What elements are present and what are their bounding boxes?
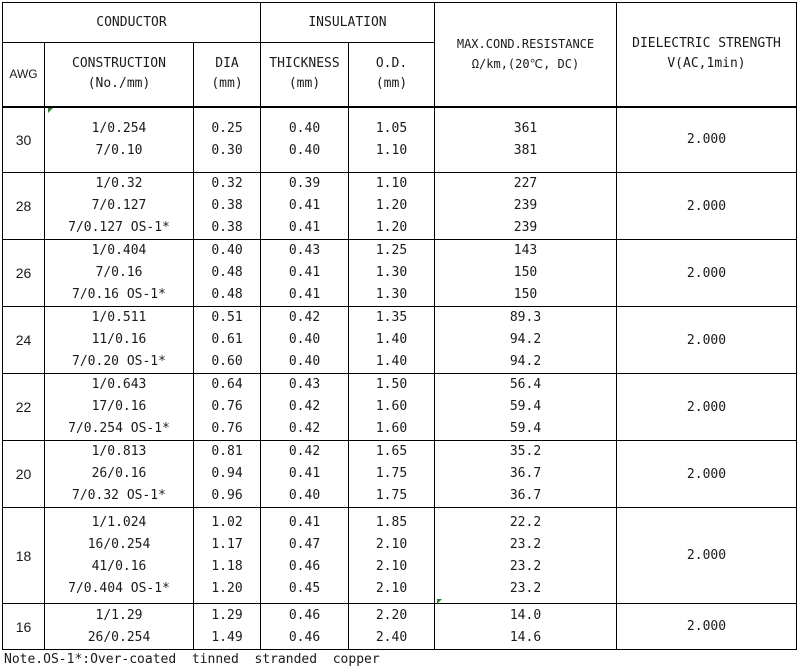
thickness-value: 0.45	[288, 580, 321, 596]
thickness-cell	[261, 307, 349, 374]
resistance-value: 361	[513, 120, 538, 136]
awg-cell: 20	[3, 441, 45, 508]
dia-value: 0.38	[211, 198, 243, 213]
dia-cell	[194, 240, 261, 307]
resistance-value: 381	[513, 142, 538, 158]
od-value: 1.60	[375, 399, 408, 414]
resistance-value: 35.2	[509, 444, 542, 459]
od-value: 1.75	[375, 488, 408, 503]
thickness-value: 0.41	[288, 220, 321, 235]
construction-cell	[45, 374, 194, 441]
header-dielectric-line1: DIELECTRIC STRENGTH	[632, 36, 781, 52]
dia-value: 0.94	[211, 466, 243, 481]
construction-cell	[45, 508, 194, 604]
dia-value: 0.76	[211, 399, 243, 414]
od-value: 1.75	[375, 466, 408, 481]
dia-value: 0.64	[211, 377, 243, 392]
thickness-value: 0.41	[288, 287, 321, 302]
dia-cell	[194, 441, 261, 508]
header-od-line1: O.D.	[375, 56, 408, 72]
od-cell	[349, 508, 435, 604]
resistance-cell	[435, 508, 617, 604]
od-cell	[349, 374, 435, 441]
header-thickness-line2: (mm)	[288, 76, 321, 92]
construction-value: 7/0.127	[91, 198, 147, 213]
thickness-value: 0.46	[288, 629, 321, 645]
construction-value: 1/0.511	[91, 310, 147, 325]
construction-value: 11/0.16	[91, 332, 147, 347]
dielectric-cell: 2.000	[617, 107, 797, 173]
resistance-value: 94.2	[509, 354, 542, 369]
construction-value: 1/0.254	[91, 120, 147, 136]
thickness-cell	[261, 604, 349, 650]
dia-value: 0.25	[211, 120, 243, 136]
header-dia	[194, 43, 261, 107]
construction-cell	[45, 107, 194, 173]
od-value: 1.40	[375, 354, 408, 369]
table-row	[3, 374, 797, 441]
od-cell	[349, 441, 435, 508]
cell-marker-icon	[48, 108, 53, 113]
od-value: 2.40	[375, 629, 408, 645]
awg-cell: 28	[3, 173, 45, 240]
construction-value: 7/0.127 OS-1*	[68, 220, 170, 235]
thickness-cell	[261, 107, 349, 173]
thickness-value: 0.40	[288, 354, 321, 369]
construction-cell	[45, 441, 194, 508]
dia-value: 0.51	[211, 310, 243, 325]
od-value: 1.05	[375, 120, 408, 136]
construction-value: 7/0.16	[95, 265, 143, 280]
od-value: 1.10	[375, 142, 408, 158]
dia-value: 1.49	[211, 629, 243, 645]
resistance-cell	[435, 441, 617, 508]
construction-value: 1/1.024	[91, 514, 147, 530]
construction-value: 26/0.16	[91, 466, 147, 481]
construction-cell	[45, 307, 194, 374]
thickness-value: 0.42	[288, 399, 321, 414]
thickness-value: 0.42	[288, 310, 321, 325]
od-value: 2.20	[375, 607, 408, 623]
construction-cell	[45, 240, 194, 307]
od-cell	[349, 240, 435, 307]
dia-value: 1.20	[211, 580, 243, 596]
header-dia-line2: (mm)	[211, 76, 243, 92]
dia-value: 0.61	[211, 332, 243, 347]
thickness-cell	[261, 374, 349, 441]
od-value: 1.25	[375, 243, 408, 258]
dia-value: 1.17	[211, 536, 243, 552]
od-cell	[349, 307, 435, 374]
resistance-value: 227	[513, 176, 538, 191]
header-insulation: INSULATION	[261, 3, 435, 43]
dia-cell	[194, 508, 261, 604]
od-value: 2.10	[375, 558, 408, 574]
resistance-value: 59.4	[509, 399, 542, 414]
resistance-value: 59.4	[509, 421, 542, 436]
thickness-value: 0.40	[288, 488, 321, 503]
construction-value: 1/1.29	[95, 607, 143, 623]
table-row	[3, 441, 797, 508]
header-conductor: CONDUCTOR	[3, 3, 261, 43]
resistance-value: 239	[513, 198, 538, 213]
construction-value: 7/0.32 OS-1*	[72, 488, 166, 503]
resistance-value: 36.7	[509, 488, 542, 503]
header-od	[349, 43, 435, 107]
table-row	[3, 107, 797, 173]
od-value: 1.65	[375, 444, 408, 459]
thickness-cell	[261, 173, 349, 240]
table-row	[3, 307, 797, 374]
table-row	[3, 604, 797, 650]
awg-cell: 18	[3, 508, 45, 604]
dia-cell	[194, 307, 261, 374]
resistance-cell	[435, 107, 617, 173]
resistance-cell	[435, 374, 617, 441]
od-value: 1.20	[375, 220, 408, 235]
thickness-value: 0.41	[288, 198, 321, 213]
resistance-value: 23.2	[509, 580, 542, 596]
od-cell	[349, 107, 435, 173]
construction-value: 7/0.20 OS-1*	[72, 354, 166, 369]
resistance-value: 150	[513, 287, 538, 302]
od-value: 2.10	[375, 580, 408, 596]
awg-cell: 24	[3, 307, 45, 374]
construction-value: 7/0.10	[95, 142, 143, 158]
header-resistance-line1: MAX.COND.RESISTANCE	[456, 37, 595, 52]
resistance-cell	[435, 307, 617, 374]
resistance-value: 23.2	[509, 558, 542, 574]
dia-value: 0.81	[211, 444, 243, 459]
dia-value: 1.29	[211, 607, 243, 623]
od-value: 1.30	[375, 287, 408, 302]
dia-value: 1.18	[211, 558, 243, 574]
construction-value: 1/0.32	[95, 176, 143, 191]
construction-value: 7/0.254 OS-1*	[68, 421, 170, 436]
dia-cell	[194, 604, 261, 650]
thickness-value: 0.41	[288, 265, 321, 280]
thickness-cell	[261, 441, 349, 508]
thickness-value: 0.40	[288, 332, 321, 347]
resistance-cell	[435, 604, 617, 650]
dia-value: 0.60	[211, 354, 243, 369]
resistance-value: 89.3	[509, 310, 542, 325]
dia-cell	[194, 107, 261, 173]
footnote: Note.OS-1*:Over-coated tinned stranded copper	[4, 652, 380, 667]
construction-cell	[45, 173, 194, 240]
dia-value: 0.38	[211, 220, 243, 235]
header-od-line2: (mm)	[375, 76, 408, 92]
od-cell	[349, 173, 435, 240]
construction-value: 16/0.254	[87, 536, 151, 552]
dia-value: 0.96	[211, 488, 243, 503]
header-thickness-line1: THICKNESS	[269, 56, 340, 72]
od-cell	[349, 604, 435, 650]
dia-value: 0.48	[211, 265, 243, 280]
resistance-value: 14.0	[509, 607, 542, 623]
cell-marker-icon	[437, 599, 442, 604]
header-resistance	[435, 3, 617, 107]
resistance-value: 150	[513, 265, 538, 280]
dia-value: 0.40	[211, 243, 243, 258]
od-value: 1.50	[375, 377, 408, 392]
construction-value: 7/0.16 OS-1*	[72, 287, 166, 302]
thickness-value: 0.42	[288, 444, 321, 459]
thickness-value: 0.42	[288, 421, 321, 436]
od-value: 1.10	[375, 176, 408, 191]
od-value: 1.20	[375, 198, 408, 213]
awg-cell: 22	[3, 374, 45, 441]
resistance-cell	[435, 173, 617, 240]
construction-value: 1/0.404	[91, 243, 147, 258]
construction-value: 26/0.254	[87, 629, 151, 645]
thickness-value: 0.46	[288, 607, 321, 623]
resistance-value: 36.7	[509, 466, 542, 481]
od-value: 1.35	[375, 310, 408, 325]
dia-value: 0.30	[211, 142, 243, 158]
header-construction	[45, 43, 194, 107]
thickness-cell	[261, 240, 349, 307]
dielectric-cell: 2.000	[617, 604, 797, 650]
construction-cell	[45, 604, 194, 650]
construction-value: 1/0.813	[91, 444, 147, 459]
resistance-value: 23.2	[509, 536, 542, 552]
od-value: 2.10	[375, 536, 408, 552]
awg-cell: 16	[3, 604, 45, 650]
thickness-value: 0.40	[288, 142, 321, 158]
resistance-value: 22.2	[509, 514, 542, 530]
resistance-value: 14.6	[509, 629, 542, 645]
construction-value: 41/0.16	[91, 558, 147, 574]
dia-value: 1.02	[211, 514, 243, 530]
awg-cell: 26	[3, 240, 45, 307]
dia-cell	[194, 374, 261, 441]
header-dia-line1: DIA	[215, 56, 239, 72]
dia-value: 0.76	[211, 421, 243, 436]
header-dielectric-line2: V(AC,1min)	[667, 56, 746, 72]
thickness-value: 0.43	[288, 377, 321, 392]
construction-value: 17/0.16	[91, 399, 147, 414]
od-value: 1.60	[375, 421, 408, 436]
header-dielectric	[617, 3, 797, 107]
od-value: 1.40	[375, 332, 408, 347]
dielectric-cell: 2.000	[617, 441, 797, 508]
header-construction-line2: (No./mm)	[87, 76, 151, 92]
thickness-value: 0.43	[288, 243, 321, 258]
dia-value: 0.48	[211, 287, 243, 302]
dielectric-cell: 2.000	[617, 307, 797, 374]
thickness-value: 0.41	[288, 466, 321, 481]
header-construction-line1: CONSTRUCTION	[72, 56, 166, 72]
dia-cell	[194, 173, 261, 240]
resistance-value: 94.2	[509, 332, 542, 347]
dielectric-cell: 2.000	[617, 374, 797, 441]
thickness-cell	[261, 508, 349, 604]
header-awg: AWG	[3, 43, 45, 107]
od-value: 1.85	[375, 514, 408, 530]
dielectric-cell: 2.000	[617, 173, 797, 240]
thickness-value: 0.40	[288, 120, 321, 136]
dielectric-cell: 2.000	[617, 508, 797, 604]
resistance-cell	[435, 240, 617, 307]
thickness-value: 0.39	[288, 176, 321, 191]
od-value: 1.30	[375, 265, 408, 280]
spec-table	[2, 2, 797, 650]
thickness-value: 0.47	[288, 536, 321, 552]
dia-value: 0.32	[211, 176, 243, 191]
table-row	[3, 508, 797, 604]
table-row	[3, 240, 797, 307]
dielectric-cell: 2.000	[617, 240, 797, 307]
awg-cell: 30	[3, 107, 45, 173]
resistance-value: 239	[513, 220, 538, 235]
resistance-value: 143	[513, 243, 538, 258]
construction-value: 1/0.643	[91, 377, 147, 392]
header-thickness	[261, 43, 349, 107]
resistance-value: 56.4	[509, 377, 542, 392]
thickness-value: 0.41	[288, 514, 321, 530]
table-row	[3, 173, 797, 240]
header-resistance-line2: Ω/km,(20℃, DC)	[471, 57, 580, 72]
construction-value: 7/0.404 OS-1*	[68, 580, 170, 596]
thickness-value: 0.46	[288, 558, 321, 574]
